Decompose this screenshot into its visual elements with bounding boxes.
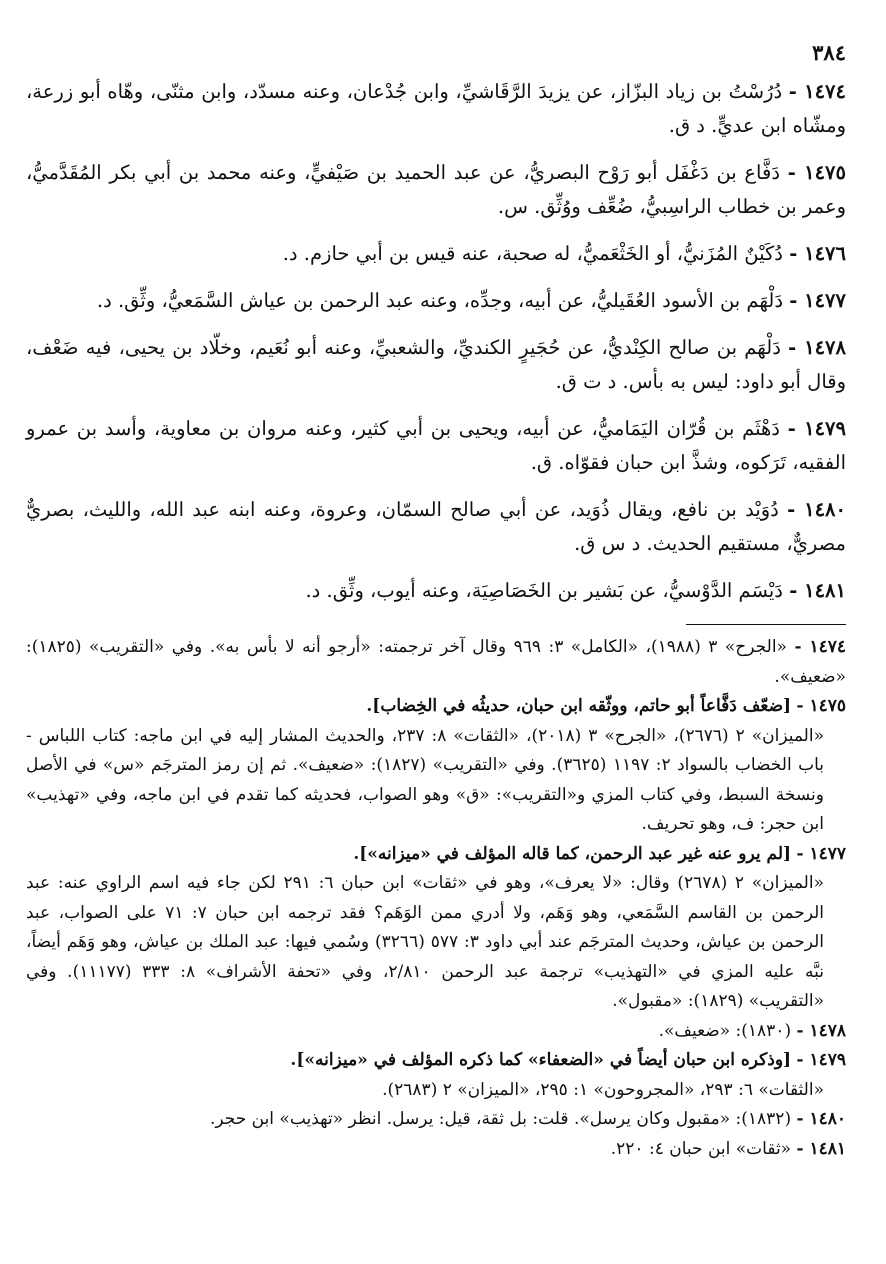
entry-1474	[26, 75, 846, 143]
entry-number: ١٤٧٤ -	[788, 80, 847, 103]
entry-text: دَهْثَم بن قُرّان اليَمَاميُّ، عن أبيه، ويحيى بن أبي كثير، وعنه مروان بن معاوية، وأسد بن عمرو الفقيه، تَرَكوه، وشذَّ ابن حبان فقوّاه. ق.	[26, 417, 846, 474]
page-number: ٣٨٤	[812, 40, 846, 65]
footnote-number: ١٤٧٥ -	[796, 696, 846, 716]
entry-text: دُكَيْنٌ المُزَنيُّ، أو الخَثْعَميُّ، له صحبة، عنه قيس بن أبي حازم. د.	[282, 242, 783, 265]
entry-1475	[26, 156, 846, 224]
footnote-1475	[26, 692, 846, 722]
footnote-heading: [لم يرو عنه غير عبد الرحمن، كما قاله المؤلف في «ميزانه»].	[353, 843, 792, 864]
footnote-heading: [وذكره ابن حبان أيضاً في «الضعفاء» كما ذكره المؤلف في «ميزانه»].	[290, 1050, 792, 1070]
footnote-number: ١٤٨١ -	[796, 1138, 846, 1159]
footnote-1479	[26, 1046, 846, 1076]
footnote-1478	[26, 1017, 846, 1047]
entry-text: دَفَّاع بن دَغْفَل أبو رَوْح البصريُّ، عن عبد الحميد بن صَيْفيٍّ، وعنه محمد بن أبي بكر المُقَدَّميُّ، وعمر بن خطاب الراسِبيُّ، ضُعِّف ووُثِّق. س.	[26, 161, 846, 218]
entry-number: ١٤٨١ -	[789, 579, 846, 602]
entry-number: ١٤٨٠ -	[787, 498, 846, 521]
footnotes-section	[26, 633, 846, 1164]
entry-number: ١٤٧٨ -	[788, 336, 846, 359]
footnote-divider	[686, 624, 846, 625]
footnote-number: ١٤٨٠ -	[796, 1109, 846, 1129]
entry-number: ١٤٧٧ -	[789, 289, 846, 312]
footnote-1477	[26, 840, 846, 870]
footnote-number: ١٤٧٧ -	[796, 843, 846, 864]
entry-text: دَيْسَم الدَّوْسيُّ، عن بَشير بن الخَصَاصِيَة، وعنه أيوب، وثِّق. د.	[305, 579, 783, 602]
entry-1480	[26, 493, 846, 561]
footnote-body: «الثقات» ٦: ٢٩٣، «المجروحون» ١: ٢٩٥، «الميزان» ٢ (٢٦٨٣).	[382, 1079, 824, 1100]
footnote-text: (١٨٣٠): «ضعيف».	[658, 1020, 792, 1041]
footnote-1481	[26, 1135, 846, 1165]
footnote-text: «ثقات» ابن حبان ٤: ٢٢٠.	[610, 1138, 792, 1159]
entries-section	[26, 75, 846, 608]
footnote-heading: [ضعّف دَفَّاعاً أبو حاتم، ووثّقه ابن حبان، حديثُه في الخِضاب].	[366, 696, 792, 716]
entry-text: دَلْهَم بن الأسود العُقَيليُّ، عن أبيه، وجدِّه، وعنه عبد الرحمن بن عياش السَّمَعيُّ، وثِّق. د.	[96, 289, 783, 312]
footnote-text: (١٨٣٢): «مقبول وكان يرسل». قلت: بل ثقة، قيل: يرسل. انظر «تهذيب» ابن حجر.	[209, 1109, 792, 1129]
footnote-body: «الميزان» ٢ (٢٦٧٨) وقال: «لا يعرف»، وهو في «ثقات» ابن حبان ٦: ٢٩١ لكن جاء فيه اسم الراوي عنه: عبد الرحمن بن القاسم السَّمَعي، وهو وَهَم، ولا أدري ممن الوَهَم؟ فقد ترجمه ابن حبان ٧: ٧١ على الصواب، عبد الرحمن بن عياش، وحديث المترجَم عند أبي داود ٣: ٥٧٧ (٣٢٦٦) وسُمي فيها: عبد الملك بن عياش، وهو وَهَم أيضاً، نبَّه عليه المزي في «التهذيب» ترجمة عبد الرحمن ٢/٨١٠، وفي «تحفة الأشراف» ٨: ٣٣٣ (١١١٧٧). وفي «التقريب» (١٨٢٩): «مقبول».	[26, 873, 825, 1011]
entry-1477	[26, 284, 846, 318]
footnote-body: «الميزان» ٢ (٢٦٧٦)، «الجرح» ٣ (٢٠١٨)، «الثقات» ٨: ٢٣٧، والحديث المشار إليه في ابن ماجه: كتاب اللباس - باب الخضاب بالسواد ٢: ١١٩٧ (٣٦٢٥). وفي «التقريب» (١٨٢٧): «ضعيف». ثم إن رمز المترجَم «س» في الأصل ونسخة السبط، وفي كتاب المزي و«التقريب»: «ق» وهو الصواب، فحديثه كما تقدم في ابن ماجه، وفي «تهذيب» ابن حجر: ف، وهو تحريف.	[26, 725, 825, 834]
footnote-text: «الجرح» ٣ (١٩٨٨)، «الكامل» ٣: ٩٦٩ وقال آخر ترجمته: «أرجو أنه لا بأس به». وفي «التقريب» (١٨٢٥): «ضعيف».	[26, 637, 846, 687]
entry-text: دُوَيْد بن نافع، ويقال ذُوَيد، عن أبي صالح السمّان، وعروة، وعنه ابنه عبد الله، والليث، بصريٌّ مصريٌّ، مستقيم الحديث. د س ق.	[26, 498, 846, 555]
entry-number: ١٤٧٦ -	[789, 242, 846, 265]
entry-text: دَلْهَم بن صالح الكِنْديُّ، عن حُجَيرٍ الكنديِّ، والشعبيِّ، وعنه أبو نُعَيم، وخلّاد بن يحيى، فيه ضَعْف، وقال أبو داود: ليس به بأس. د ت ق.	[26, 336, 846, 393]
entry-number: ١٤٧٩ -	[787, 417, 846, 440]
footnote-number: ١٤٧٩ -	[796, 1050, 846, 1070]
entry-1479	[26, 412, 846, 480]
footnote-number: ١٤٧٤ -	[794, 637, 847, 657]
entry-text: دُرُسْتُ بن زياد البزّاز، عن يزيدَ الرَّقَاشيِّ، وابن جُدْعان، وعنه مسدّد، وابن مثنّى، وهّاه أبو زرعة، ومشّاه ابن عديٍّ. د ق.	[26, 80, 846, 137]
entry-1476	[26, 237, 846, 271]
footnote-number: ١٤٧٨ -	[796, 1020, 846, 1041]
entry-number: ١٤٧٥ -	[787, 161, 847, 184]
footnote-1474	[26, 633, 846, 692]
book-page	[26, 40, 846, 1244]
footnote-1480	[26, 1105, 846, 1135]
entry-1481	[26, 574, 846, 608]
entry-1478	[26, 331, 846, 399]
